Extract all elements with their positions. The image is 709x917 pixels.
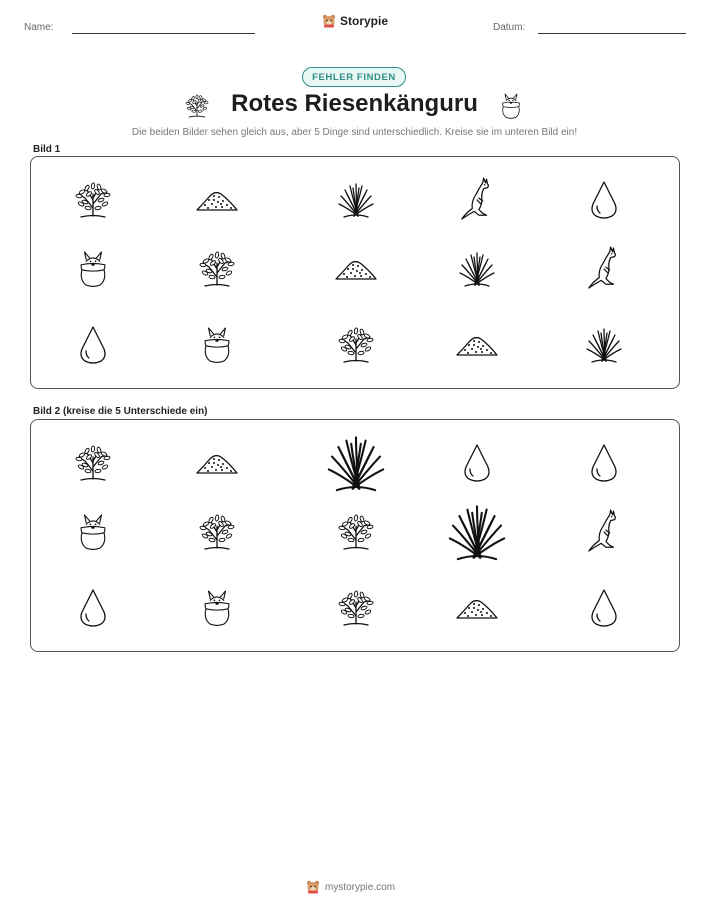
bush-icon [73,180,113,220]
worksheet-type-badge: FEHLER FINDEN [302,67,406,87]
water-drop-icon[interactable] [589,443,619,483]
picture1-panel [30,156,680,389]
footer [306,880,395,894]
dirt-pile-icon[interactable] [195,451,239,475]
storypie-bear-icon [306,880,320,894]
water-drop-icon [589,180,619,220]
title-joey-icon [499,92,523,120]
water-drop-icon [78,325,108,365]
joey-in-pot-icon[interactable] [200,588,234,628]
bush-icon [197,249,237,289]
name-label: Name: [24,22,54,33]
kangaroo-icon [458,177,496,223]
joey-in-pot-icon [200,325,234,365]
kangaroo-icon[interactable] [585,509,623,555]
grass-large-icon[interactable] [445,500,509,564]
brand-logo [322,14,388,28]
date-label: Datum: [493,22,526,33]
bush-icon[interactable] [197,512,237,552]
bush-icon [336,325,376,365]
grass-icon [457,249,497,289]
dirt-pile-icon[interactable] [455,596,499,620]
brand-name: Storypie [340,14,389,28]
bush-icon[interactable] [336,512,376,552]
kangaroo-icon [585,246,623,292]
storypie-bear-icon [322,14,336,28]
water-drop-icon[interactable] [589,588,619,628]
joey-in-pot-icon [76,249,110,289]
instructions: Die beiden Bilder sehen gleich aus, aber 5 Dinge sind unterschiedlich. Kreise sie im unteren Bild ein! [131,127,578,138]
joey-in-pot-icon[interactable] [76,512,110,552]
name-input-line[interactable] [72,33,255,34]
grass-large-icon[interactable] [324,431,388,495]
picture2-label: Bild 2 (kreise die 5 Unterschiede ein) [33,406,208,417]
bush-icon[interactable] [73,443,113,483]
page-title: Rotes Riesenkänguru [231,90,478,117]
bush-icon[interactable] [336,588,376,628]
grass-icon [336,180,376,220]
dirt-pile-icon [334,257,378,281]
dirt-pile-icon [455,333,499,357]
dirt-pile-icon [195,188,239,212]
water-drop-icon[interactable] [462,443,492,483]
picture2-panel[interactable] [30,419,680,652]
water-drop-icon[interactable] [78,588,108,628]
footer-url: mystorypie.com [325,881,396,893]
picture1-label: Bild 1 [33,144,61,155]
grass-icon [584,325,624,365]
date-input-line[interactable] [538,33,686,34]
